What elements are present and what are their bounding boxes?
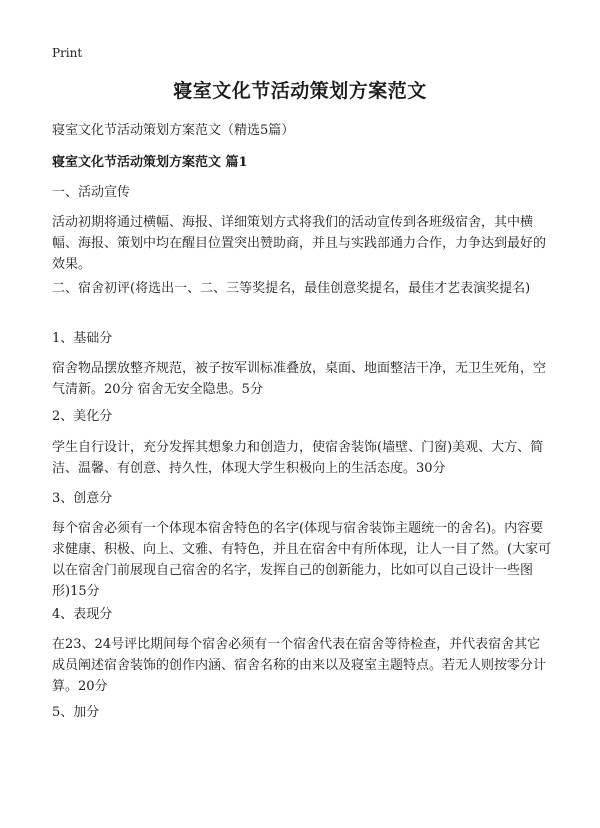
paragraph-beauty: 学生自行设计，充分发挥其想象力和创造力，使宿舍装饰(墙壁、门窗)美观、大方、简洁、温馨、有创意、持久性，体现大学生积极向上的生活态度。30分	[52, 440, 544, 476]
heading-publicity: 一、活动宣传	[52, 185, 131, 200]
print-link[interactable]: Print	[52, 46, 83, 60]
heading-creative: 3、创意分	[52, 491, 113, 506]
page-title: 寝室文化节活动策划方案范文	[173, 80, 427, 102]
document-subtitle: 寝室文化节活动策划方案范文（精选5篇）	[52, 123, 295, 138]
heading-preliminary: 二、宿舍初评(将选出一、二、三等奖提名，最佳创意奖提名，最佳才艺表演奖提名)	[52, 281, 531, 296]
section-heading: 寝室文化节活动策划方案范文 篇1	[52, 155, 248, 170]
paragraph-performance: 在23、24号评比期间每个宿舍必须有一个宿舍代表在宿舍等待检查，并代表宿舍其它成员阐述宿舍装饰的创作内涵、宿舍名称的由来以及寝室主题特点。若无人则按零分计算。20分	[52, 637, 547, 694]
heading-bonus: 5、加分	[52, 705, 100, 720]
paragraph-publicity: 活动初期将通过横幅、海报、详细策划方式将我们的活动宣传到各班级宿舍，其中横幅、海报、策划中均在醒目位置突出赞助商，并且与实践部通力合作，力争达到最好的效果。	[52, 215, 547, 272]
paragraph-basic: 宿舍物品摆放整齐规范，被子按军训标准叠放，桌面、地面整洁干净，无卫生死角，空气清新。20分 宿舍无安全隐患。5分	[52, 361, 547, 397]
paragraph-creative: 每个宿舍必须有一个体现本宿舍特色的名字(体现与宿舍装饰主题统一的舍名)。内容要求健康、积极、向上、文雅、有特色，并且在宿舍中有所体现，让人一目了然。(大家可以在宿舍门前展现自己宿舍的名字，发挥自己的创新能力，比如可以自己设计一些图形)15分	[52, 521, 552, 599]
heading-beauty: 2、美化分	[52, 409, 113, 424]
heading-basic: 1、基础分	[52, 331, 113, 346]
heading-performance: 4、表现分	[52, 607, 113, 622]
